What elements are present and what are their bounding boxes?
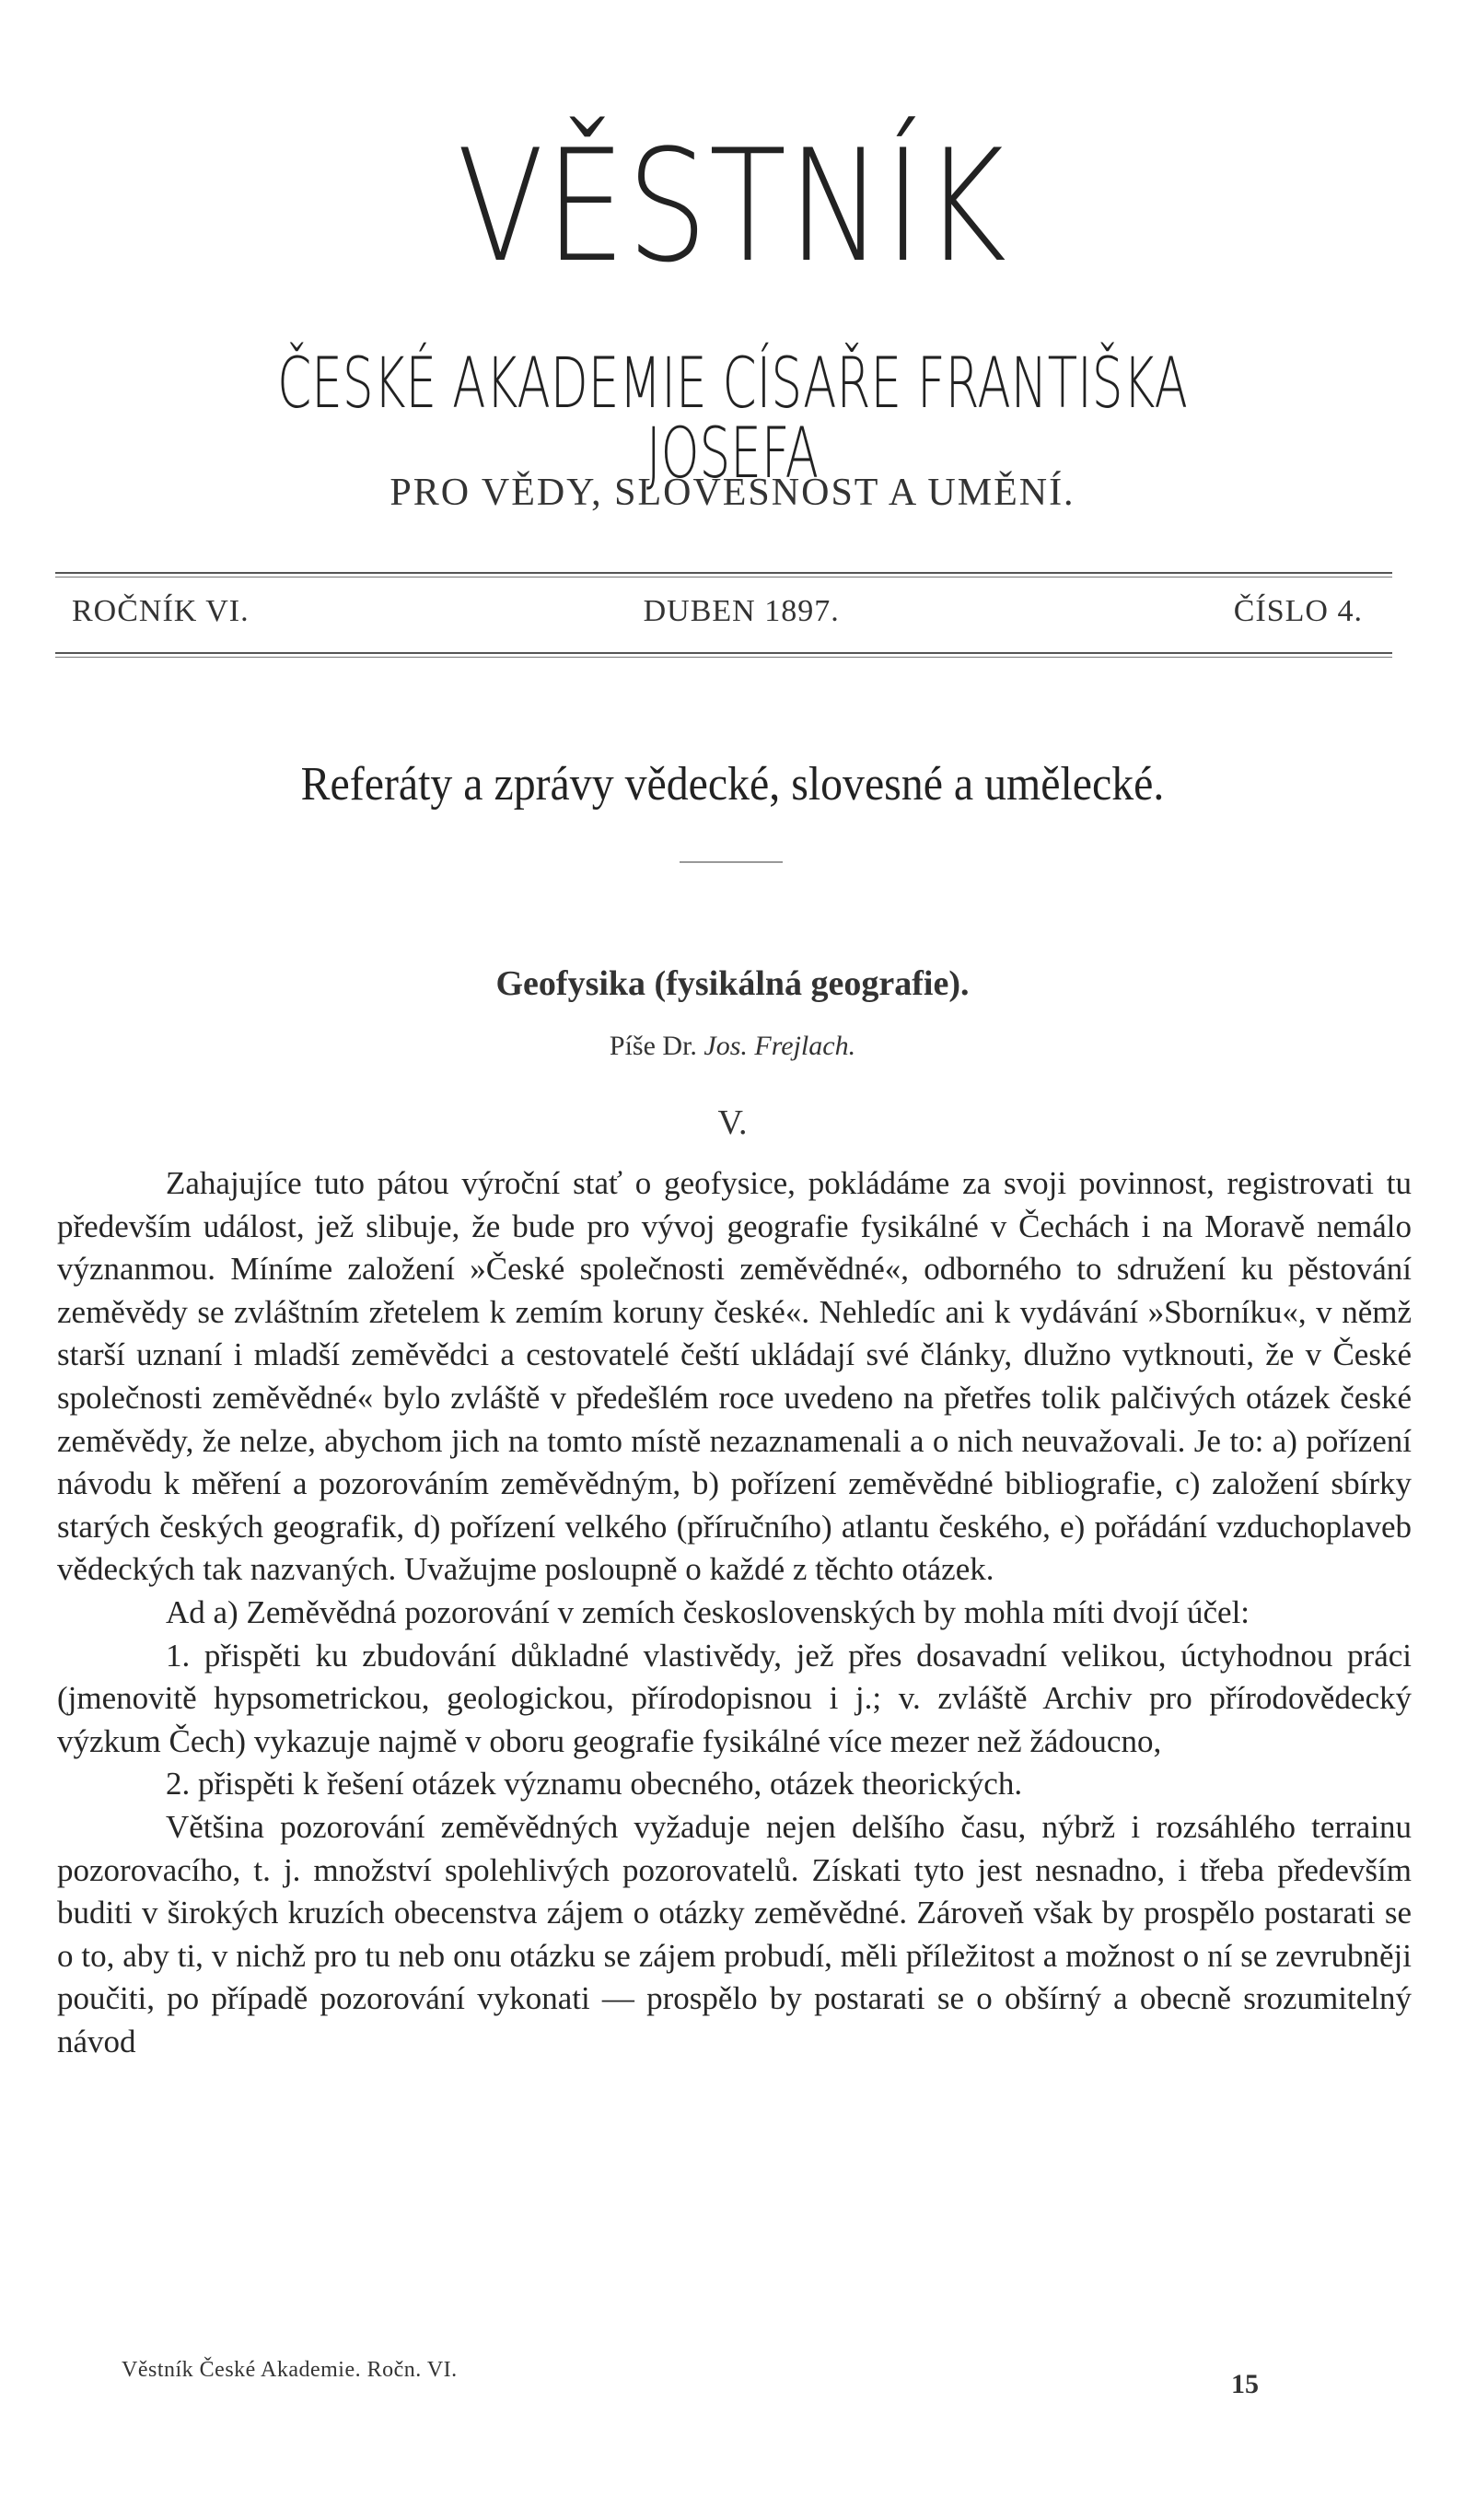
article-title: Geofysika (fysikálná geografie).: [495, 964, 970, 1003]
journal-title: VĚSTNÍK: [457, 116, 1008, 297]
section-divider: [680, 861, 783, 863]
page-number: 15: [1231, 2369, 1259, 2399]
issue-info: [72, 596, 1363, 627]
paragraph: Ad a) Zeměvědná pozorování v zemích československých by mohla míti dvojí účel:: [166, 1593, 1250, 1630]
footer-running-title: Věstník České Akademie. Ročn. VI.: [122, 2358, 458, 2382]
author-name: Jos. Frejlach.: [703, 1031, 856, 1061]
list-item: 2. přispěti k řešení otázek významu obecného, otázek theorických.: [166, 1766, 1023, 1802]
paragraph: Zahajujíce tuto pátou výroční stať o geofysice, pokládáme za svoji povinnost, registrovati tu především událost, jež slibuje, že bude pro vývoj geografie fysikálné v Čechách i na Moravě nemálo význanmou. Míníme založení »České společnosti zeměvědné«, odborného to sdružení ku pěstování zeměvědy se zvláštním zřetelem k zemím koruny české«. Nehledíc ani k vydávání »Sborníku«, v němž starší uznaní i mladší zeměvědci a cestovatelé čeští ukládají své články, dlužno vytknouti, že v České společnosti zeměvědné« bylo zvláště v předešlém roce uvedeno na přetřes tolik palčivých otázek české zeměvědy, že nelze, abychom jich na tomto místě nezaznamenali a o nich neuvažovali. Je to: a) pořízení návodu k měření a pozorováním zeměvědným, b) pořízení zeměvědné bibliografie, c) založení sbírky starých českých geografik, d) pořízení velkého (příručního) atlantu českého, e) pořádání vzduchoplaveb vědeckých tak nazvaných. Uvažujme posloupně o každé z těchto otázek.: [57, 1165, 1412, 1588]
article-part-number: V.: [717, 1103, 748, 1142]
issue-volume: ROČNÍK VI.: [72, 594, 250, 628]
issue-number: ČÍSLO 4.: [1233, 594, 1363, 628]
section-title: Referáty a zprávy vědecké, slovesné a umělecké.: [300, 758, 1165, 811]
page-footer: [0, 2358, 1465, 2413]
journal-subtitle: ČESKÉ AKADEMIE CÍSAŘE FRANTIŠKA JOSEFA: [277, 342, 1188, 494]
header-rule-bottom: [55, 652, 1392, 654]
header-rule-bottom-thin: [55, 657, 1392, 658]
issue-date: DUBEN 1897.: [643, 594, 840, 628]
paragraph: Většina pozorování zeměvědných vyžaduje nejen delšího času, nýbrž i rozsáhlého terrainu pozorovacího, t. j. množství spolehlivých pozorovatelů. Získati tyto jest nesnadno, i třeba především buditi v širokých kruzích obecenstva zájem o otázky zeměvědné. Zároveň však by prospělo postarati se o to, aby ti, v nichž pro tu neb onu otázku se zájem probudí, měli příležitost a možnost o ní se zevrubněji poučiti, po případě pozorování vykonati — prospělo by postarati se o obšírný a obecně srozumitelný návod: [57, 1808, 1412, 2059]
header-rule-top: [55, 572, 1392, 574]
header-rule-top-thin: [55, 577, 1392, 578]
journal-subtitle-secondary: PRO VĚDY, SLOVESNOST A UMĚNÍ.: [390, 472, 1075, 514]
article-body: [57, 1162, 1412, 2063]
article-author: [0, 1032, 1465, 1060]
list-item: 1. přispěti ku zbudování důkladné vlastivědy, jež přes dosavadní velikou, úctyhodnou práci (jmenovitě hypsometrickou, geologickou, přírodopisnou i j.; v. zvláště Archiv pro přírodovědecký výzkum Čech) vykazuje najmě v oboru geografie fysikálné více mezer než žádoucno,: [57, 1637, 1412, 1759]
author-prefix: Píše Dr.: [609, 1031, 697, 1061]
